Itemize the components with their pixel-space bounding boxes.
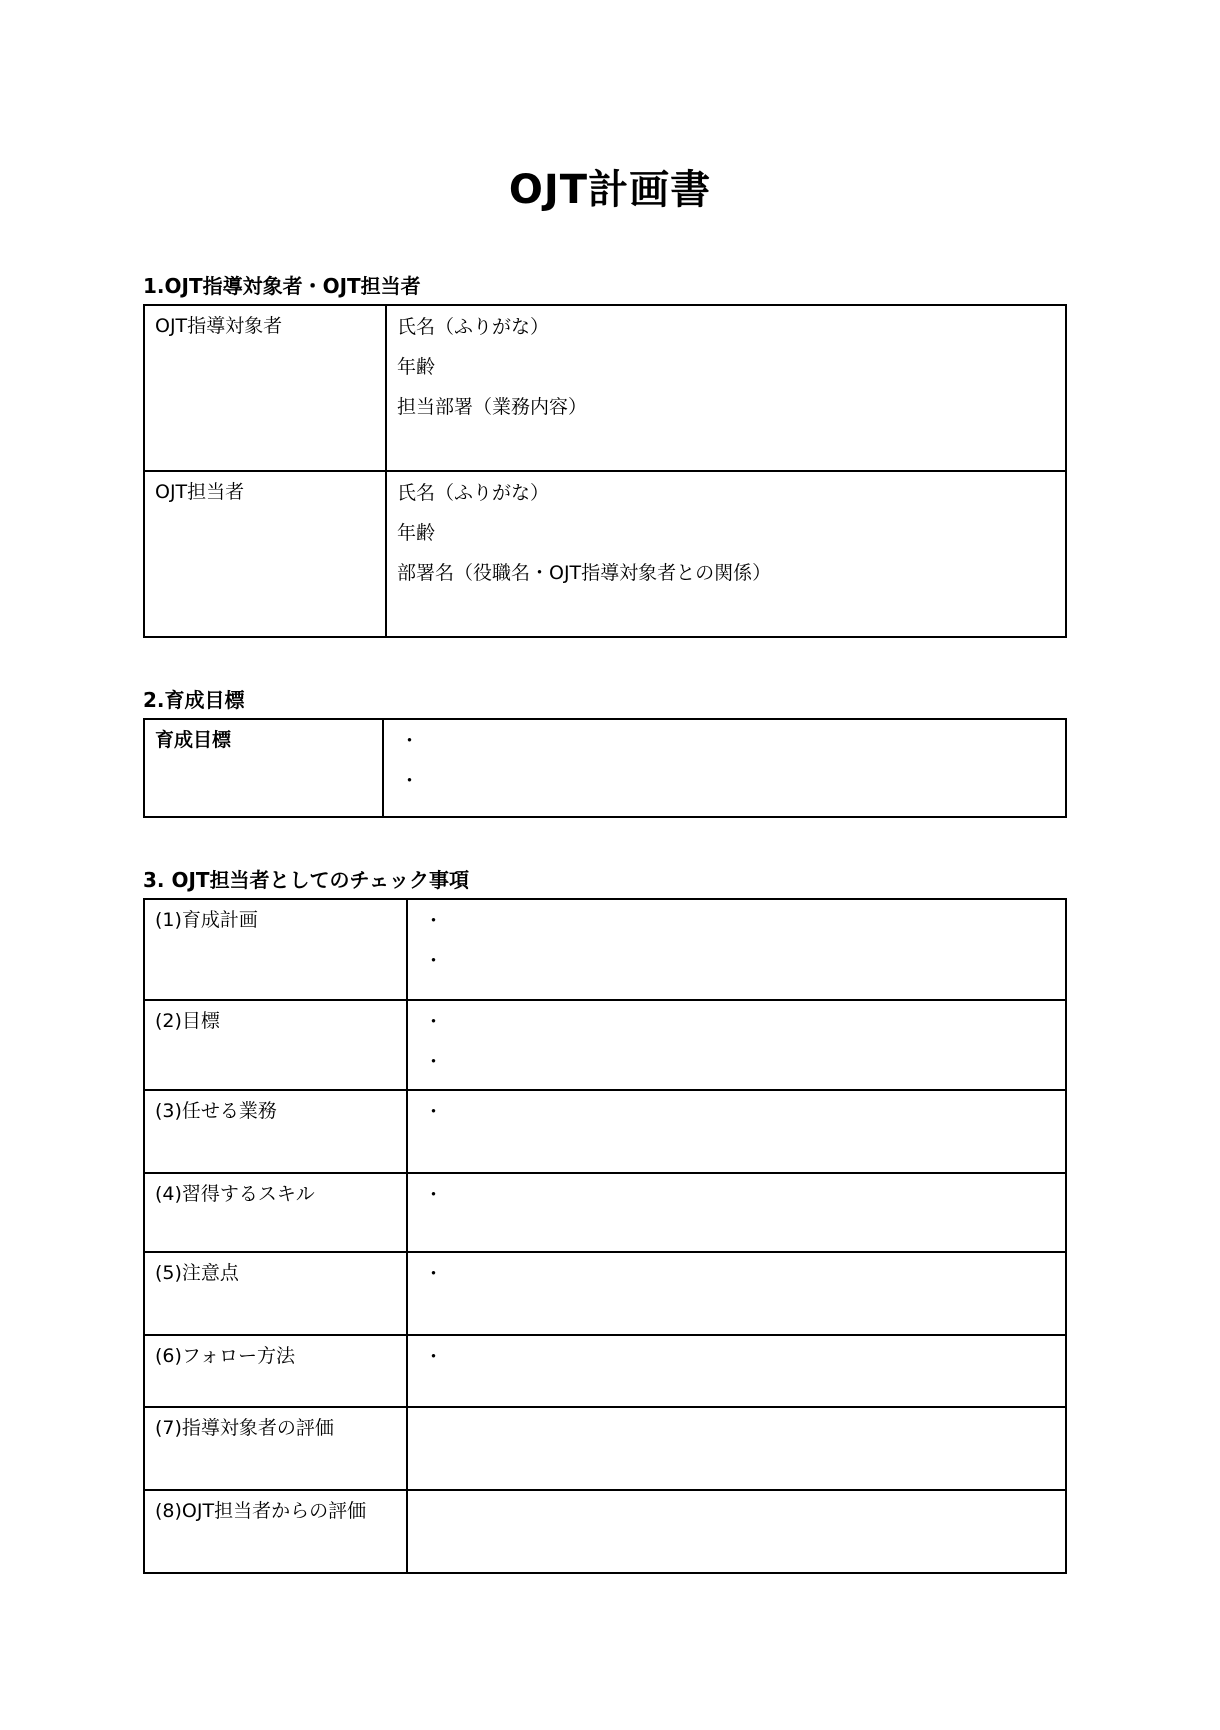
label-cell [144,1252,407,1335]
bullet-mark: ・ [424,1263,444,1285]
table-row [144,1173,1066,1252]
row-label: (1)育成計画 [155,909,258,931]
label-cell [144,1090,407,1173]
input-cell[interactable] [407,1335,1066,1407]
label-cell [144,1490,407,1573]
input-cell[interactable] [407,899,1066,1000]
row-label: 育成目標 [155,729,232,751]
section-1-heading: 1.OJT指導対象者・OJT担当者 [143,274,421,298]
bullet-mark: ・ [424,1011,444,1033]
input-cell[interactable] [383,719,1066,817]
bullet-mark: ・ [424,1184,444,1206]
row-label: (2)目標 [155,1010,220,1032]
row-label: (6)フォロー方法 [155,1345,295,1367]
bullet-mark: ・ [400,730,420,752]
section-3-table [143,898,1067,1574]
row-label: OJT担当者 [155,481,245,503]
bullet-mark: ・ [424,1346,444,1368]
input-cell[interactable] [407,1090,1066,1173]
field-label: 担当部署（業務内容） [397,396,588,418]
label-cell [144,899,407,1000]
label-cell [144,305,386,471]
label-cell [144,1173,407,1252]
section-2-heading: 2.育成目標 [143,688,245,712]
label-cell [144,1407,407,1490]
label-cell [144,1335,407,1407]
table-row [144,1090,1066,1173]
table-row [144,1490,1066,1573]
field-label: 年齢 [397,522,436,544]
table-row [144,1000,1066,1090]
field-label: 氏名（ふりがな） [397,482,550,504]
row-label: (7)指導対象者の評価 [155,1417,334,1439]
bullet-mark: ・ [424,950,444,972]
field-label: 部署名（役職名・OJT指導対象者との関係） [397,562,772,584]
row-label: OJT指導対象者 [155,315,283,337]
table-row [144,1407,1066,1490]
page-title: OJT計画書 [508,167,712,213]
row-label: (5)注意点 [155,1262,239,1284]
row-label: (8)OJT担当者からの評価 [155,1500,367,1522]
field-label: 氏名（ふりがな） [397,316,550,338]
table-row [144,305,1066,471]
row-label: (4)習得するスキル [155,1183,315,1205]
table-row [144,471,1066,637]
row-label: (3)任せる業務 [155,1100,277,1122]
input-cell[interactable] [407,1000,1066,1090]
input-cell[interactable] [407,1173,1066,1252]
input-cell[interactable] [386,471,1066,637]
table-row [144,1252,1066,1335]
input-cell[interactable] [407,1252,1066,1335]
label-cell [144,719,383,817]
input-cell[interactable] [407,1490,1066,1573]
input-cell[interactable] [386,305,1066,471]
input-cell[interactable] [407,1407,1066,1490]
section-3-heading: 3. OJT担当者としてのチェック事項 [143,868,469,892]
bullet-mark: ・ [424,910,444,932]
bullet-mark: ・ [424,1101,444,1123]
table-row [144,899,1066,1000]
bullet-mark: ・ [424,1051,444,1073]
label-cell [144,471,386,637]
section-1-table [143,304,1067,638]
label-cell [144,1000,407,1090]
section-2-table [143,718,1067,818]
field-label: 年齢 [397,356,436,378]
bullet-mark: ・ [400,770,420,792]
table-row [144,1335,1066,1407]
table-row [144,719,1066,817]
